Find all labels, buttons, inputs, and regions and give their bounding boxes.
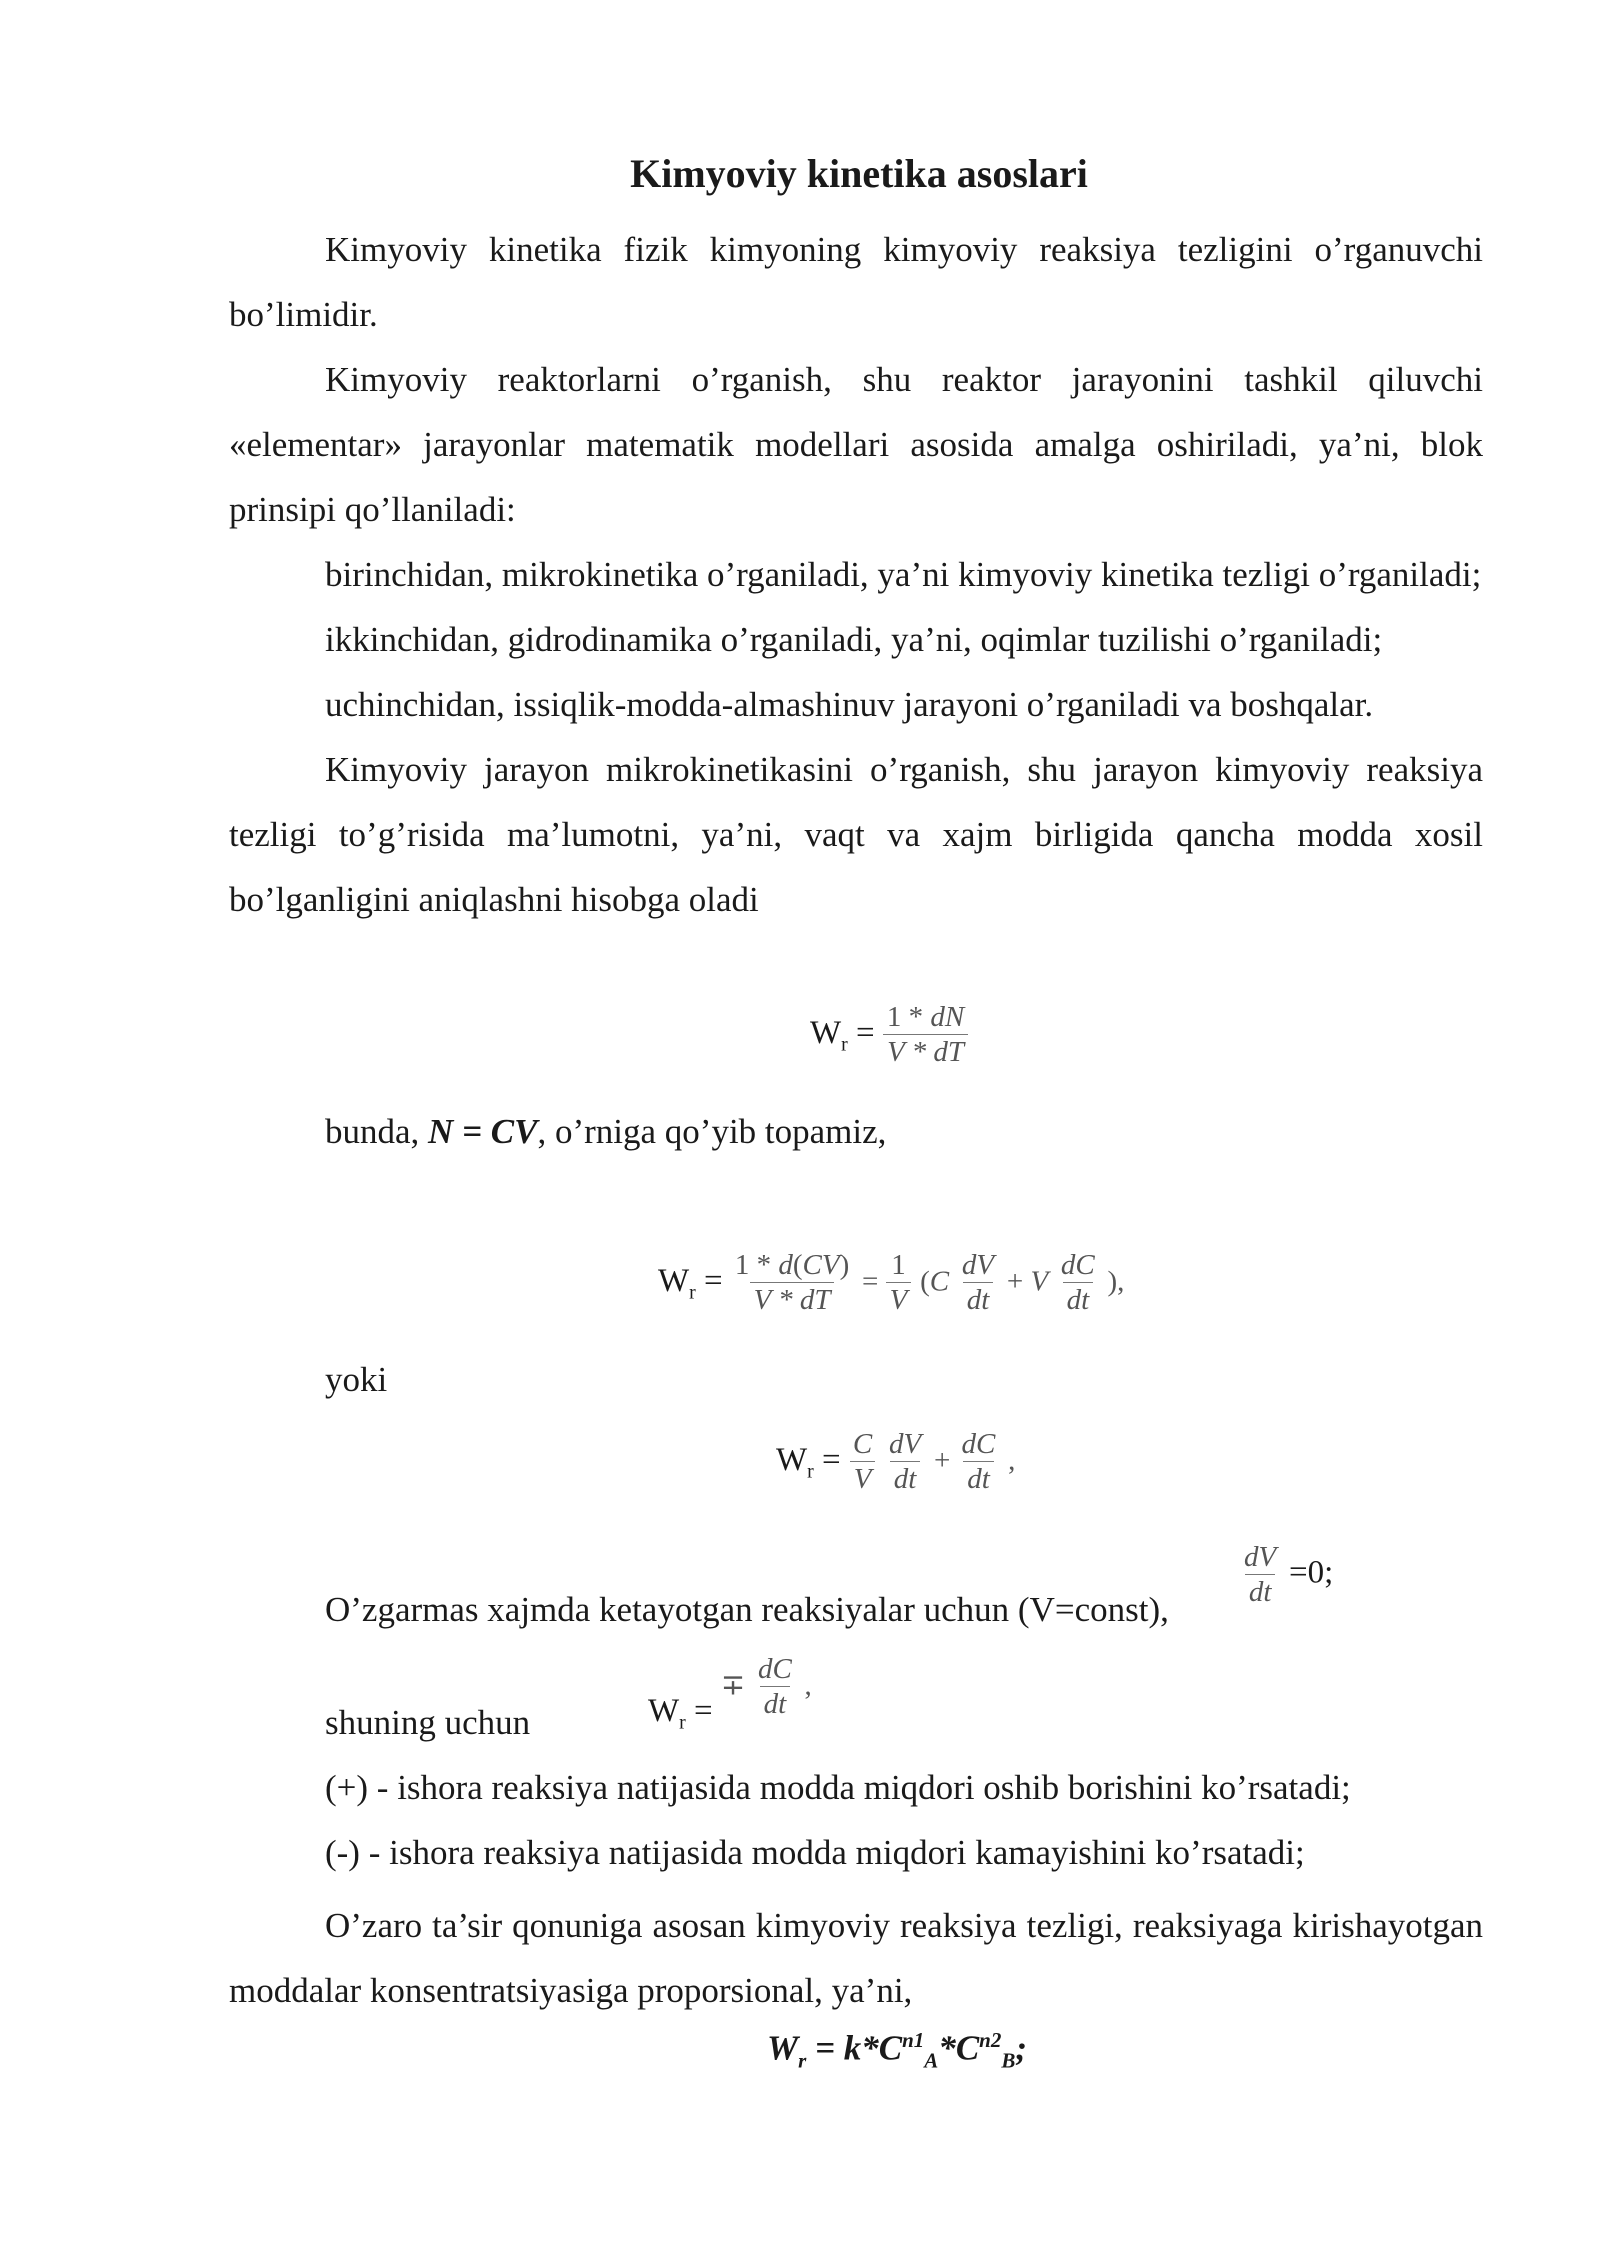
const-volume-line: O’zgarmas xajmda ketayotgan reaksiyalar uchun (V=const), xyxy=(325,1590,1169,1629)
paragraph: O’zaro ta’sir qonuniga asosan kimyoviy reaksiya tezligi, reaksiyaga kirishayotgan moddalar konsentratsiyasiga proporsional, ya’ni, xyxy=(229,1906,1483,2010)
dv-dt-zero: $\frac{dV}{dt}$ =0; xyxy=(1244,1541,1334,1608)
paragraph: Kimyoviy kinetika fizik kimyoning kimyoviy reaksiya tezligini o’rganuvchi bo’limidir. xyxy=(229,230,1483,334)
rate-equation-3: $W_r$ = $\frac{C}{V}$ $\frac{dV}{dt}$ + $\frac{dC}{dt}$ , xyxy=(776,1428,1016,1495)
bunda-line: bunda, N = CV, o’rniga qo’yib topamiz, xyxy=(325,1112,887,1151)
rate-equation-1: $W_r$ = $\frac{1 * dN}{V * dT}$ xyxy=(810,1000,968,1069)
shuning-uchun-label: shuning uchun xyxy=(325,1703,531,1742)
intro-text xyxy=(229,217,1483,932)
rate-equation-2: $W_r$ = $\frac{1 * d(CV)}{V * dT}$ = $\frac{1}{V}$ (C $\frac{dV}{dt}$ + V $\frac{dC}{dt}$ ), xyxy=(658,1249,1125,1316)
sign-note-minus: (-) - ishora reaksiya natijasida modda miqdori kamayishini ko’rsatadi; xyxy=(325,1833,1305,1872)
page-title: Kimyoviy kinetika asoslari xyxy=(630,151,1088,196)
n-cv-formula: N = CV xyxy=(428,1112,538,1151)
paragraph: ikkinchidan, gidrodinamika o’rganiladi, ya’ni, oqimlar tuzilishi o’rganiladi; xyxy=(325,620,1383,659)
rate-law-formula: $W_r = k*C^{n1}_A*C^{n2}_B$; xyxy=(767,2028,1028,2073)
paragraph: Kimyoviy jarayon mikrokinetikasini o’rganish, shu jarayon kimyoviy reaksiya tezligi to’g’risida ma’lumotni, ya’ni, vaqt va xajm birligida qancha modda xosil bo’lganligini aniqlashni hisobga oladi xyxy=(229,750,1483,919)
yoki-line: yoki xyxy=(325,1360,388,1399)
paragraph: Kimyoviy reaktorlarni o’rganish, shu reaktor jarayonini tashkil qiluvchi «elementar» jarayonlar matematik modellari asosida amalga oshiriladi, ya’ni, blok prinsipi qo’llaniladi: xyxy=(229,360,1483,529)
paragraph: birinchidan, mikrokinetika o’rganiladi, ya’ni kimyoviy kinetika tezligi o’rganiladi; xyxy=(325,555,1482,594)
paragraph: uchinchidan, issiqlik-modda-almashinuv jarayoni o’rganiladi va boshqalar. xyxy=(325,685,1374,724)
law-text xyxy=(229,1893,1483,2023)
rate-equation-4: $W_r$ = ∓ $\frac{dC}{dt}$ , xyxy=(648,1653,812,1734)
sign-note-plus: (+) - ishora reaksiya natijasida modda miqdori oshib borishini ko’rsatadi; xyxy=(325,1768,1351,1807)
